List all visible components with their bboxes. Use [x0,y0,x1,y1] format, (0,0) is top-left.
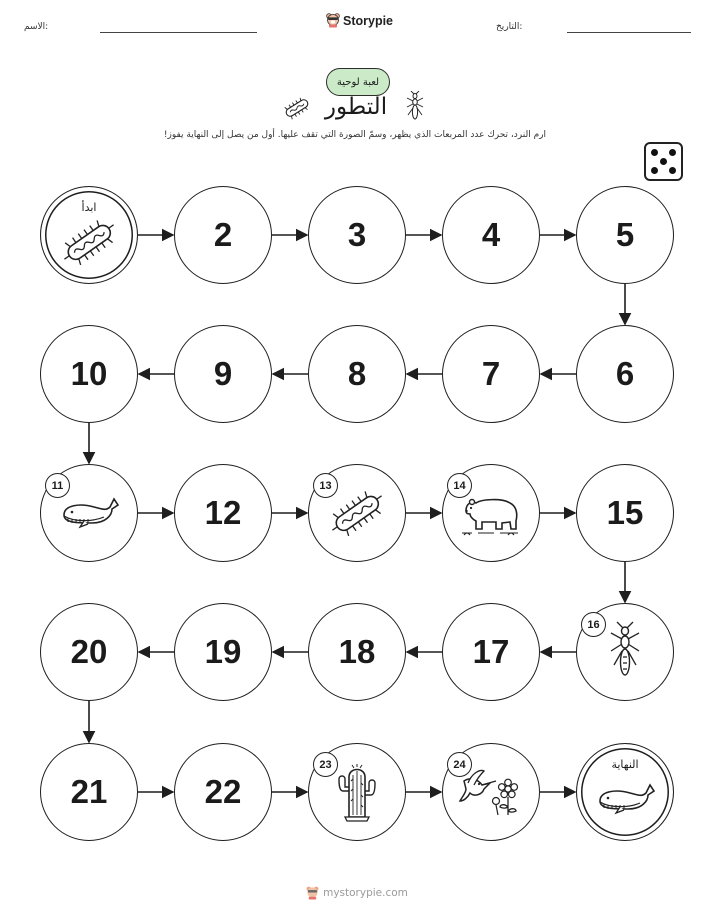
square-number-badge: 14 [447,473,472,498]
board-square-10 [40,325,138,423]
cactus-icon [335,761,379,827]
board-square-23 [308,743,406,841]
board-square-18 [308,603,406,701]
square-number: 10 [70,355,108,392]
square-number: 12 [204,494,242,531]
square-number: 7 [481,355,501,392]
square-number: 6 [615,355,635,392]
board-square-13 [308,464,406,562]
game-type-badge: لعبة لوحية [326,68,390,96]
finish-square [576,743,674,841]
board-square-2 [174,186,272,284]
instructions-text: ارم النرد، تحرك عدد المربعات الذي يظهر، وسمّ الصورة التي تقف عليها. أول من يصل إلى النهاية يفوز! [163,130,546,140]
board-square-7 [442,325,540,423]
board-square-6 [576,325,674,423]
board-square-16 [576,603,674,701]
square-number: 8 [347,355,367,392]
square-number: 3 [347,216,367,253]
square-number: 22 [204,773,242,810]
square-number: 9 [213,355,233,392]
footer [0,886,714,900]
date-label: التاريخ: [496,22,523,32]
square-number-badge: 23 [313,752,338,777]
board-square-24 [442,743,540,841]
board-square-17 [442,603,540,701]
insect-icon [607,621,643,687]
start-square [40,186,138,284]
square-number-badge: 24 [447,752,472,777]
board-square-15 [576,464,674,562]
bird-flower-icon [458,767,524,821]
board-square-3 [308,186,406,284]
whale-icon [594,781,656,821]
board-square-14 [442,464,540,562]
bacteria-icon [57,219,121,269]
board-square-21 [40,743,138,841]
square-number: 2 [213,216,233,253]
name-label: الاسم: [24,22,49,32]
start-label: ابدأ [81,201,97,214]
board-square-12 [174,464,272,562]
whale-icon [58,495,120,535]
square-number-badge: 16 [581,612,606,637]
bear-icon [458,489,524,541]
square-number-badge: 13 [313,473,338,498]
board-square-20 [40,603,138,701]
square-number: 21 [70,773,108,810]
square-number: 5 [615,216,635,253]
board-square-4 [442,186,540,284]
bacteria-icon [325,490,389,540]
board-square-11 [40,464,138,562]
finish-label: النهاية [611,758,639,771]
bear-mascot-icon [306,886,319,900]
square-number-badge: 11 [45,473,70,498]
square-number: 19 [204,633,242,670]
board-square-9 [174,325,272,423]
footer-url[interactable]: mystorypie.com [323,887,408,899]
square-number: 18 [338,633,376,670]
board-square-8 [308,325,406,423]
board-square-5 [576,186,674,284]
board-square-22 [174,743,272,841]
brand-name: Storypie [343,13,394,28]
square-number: 4 [481,216,501,253]
page-title: التطور [324,94,388,120]
board-square-19 [174,603,272,701]
square-number: 15 [606,494,644,531]
square-number: 17 [472,633,510,670]
square-number: 20 [70,633,108,670]
